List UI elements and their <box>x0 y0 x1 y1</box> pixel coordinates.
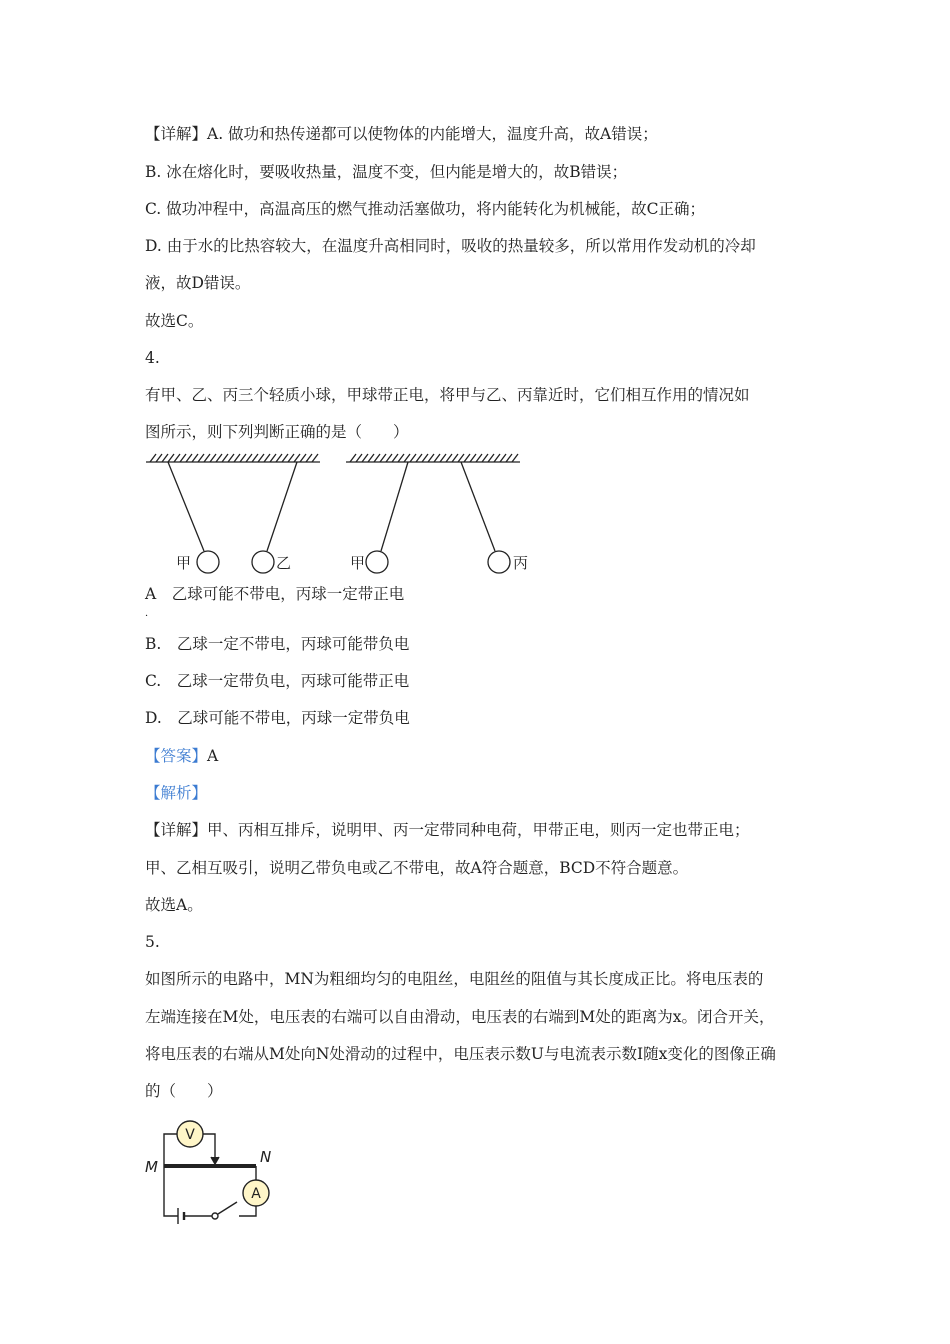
ball-yi <box>252 551 274 573</box>
q5-circuit-diagram <box>140 1118 290 1228</box>
q4-stem-line-2: 图所示，则下列判断正确的是（ ） <box>145 423 409 441</box>
q3-detail-line-4: D. 由于水的比热容较大，在温度升高相同时，吸收的热量较多，所以常用作发动机的冷却 <box>145 237 756 255</box>
thread-bing <box>461 462 495 551</box>
left-ceiling <box>146 454 320 462</box>
switch-pivot <box>212 1213 218 1219</box>
label-n: N <box>260 1148 272 1166</box>
voltmeter-label: V <box>185 1127 195 1143</box>
thread-yi <box>267 462 297 551</box>
label-jia-left: 甲 <box>176 554 192 572</box>
q4-option-a-dot: ． <box>145 608 155 619</box>
q5-number: 5. <box>145 933 160 951</box>
wire-to-ammeter <box>239 1206 256 1216</box>
switch-blade <box>218 1202 237 1214</box>
label-yi: 乙 <box>276 554 292 572</box>
q4-figure-charged-balls <box>140 450 540 580</box>
thread-jia-right <box>381 462 408 551</box>
ammeter-label: A <box>251 1186 261 1202</box>
q3-detail-line-2: B. 冰在熔化时，要吸收热量，温度不变，但内能是增大的，故B错误； <box>145 163 628 181</box>
ball-jia-right <box>366 551 388 573</box>
q5-stem-line-1: 如图所示的电路中，MN为粗细均匀的电阻丝，电阻丝的阻值与其长度成正比。将电压表的 <box>145 970 764 988</box>
slider-arrow <box>211 1157 219 1164</box>
right-ceiling <box>346 454 520 462</box>
q5-stem-line-3: 将电压表的右端从M处向N处滑动的过程中，电压表示数U与电流表示数I随x变化的图像正确 <box>145 1045 776 1063</box>
q4-conclusion: 故选A。 <box>145 896 203 914</box>
q4-option-a: A 乙球可能不带电，丙球一定带正电 <box>145 585 405 603</box>
answer-value: A <box>207 747 219 765</box>
q4-detail-line-2: 甲、乙相互吸引，说明乙带负电或乙不带电，故A符合题意，BCD不符合题意。 <box>145 859 689 877</box>
thread-jia-left <box>168 462 204 551</box>
label-jia-right: 甲 <box>350 554 366 572</box>
label-m: M <box>145 1158 158 1176</box>
q4-option-b: B. 乙球一定不带电，丙球可能带负电 <box>145 635 410 653</box>
q4-answer <box>145 746 218 766</box>
q4-stem-line-1: 有甲、乙、丙三个轻质小球，甲球带正电，将甲与乙、丙靠近时，它们相互作用的情况如 <box>145 386 750 404</box>
voltmeter-left-wire <box>164 1134 177 1166</box>
ball-jia-left <box>197 551 219 573</box>
q3-detail-line-3: C. 做功冲程中，高温高压的燃气推动活塞做功，将内能转化为机械能，故C正确； <box>145 200 706 218</box>
q4-analysis-tag: 【解析】 <box>145 784 208 802</box>
q4-detail-line-1: 【详解】甲、丙相互排斥，说明甲、丙一定带同种电荷，甲带正电，则丙一定也带正电； <box>145 821 750 839</box>
q4-number: 4. <box>145 349 160 367</box>
q4-option-c: C. 乙球一定带负电，丙球可能带正电 <box>145 672 410 690</box>
q3-detail-line-1: 【详解】A. 做功和热传递都可以使物体的内能增大，温度升高，故A错误； <box>145 125 658 143</box>
q3-detail-line-5: 液，故D错误。 <box>145 274 251 292</box>
answer-tag: 【答案】 <box>145 747 208 765</box>
ball-bing <box>488 551 510 573</box>
q5-stem-line-2: 左端连接在M处，电压表的右端可以自由滑动，电压表的右端到M处的距离为x。闭合开关， <box>145 1008 775 1026</box>
label-bing: 丙 <box>513 554 529 572</box>
left-wire <box>164 1166 178 1216</box>
q3-conclusion: 故选C。 <box>145 312 204 330</box>
q5-stem-line-4: 的（ ） <box>145 1082 223 1100</box>
q4-option-d: D. 乙球可能不带电，丙球一定带负电 <box>145 709 410 727</box>
